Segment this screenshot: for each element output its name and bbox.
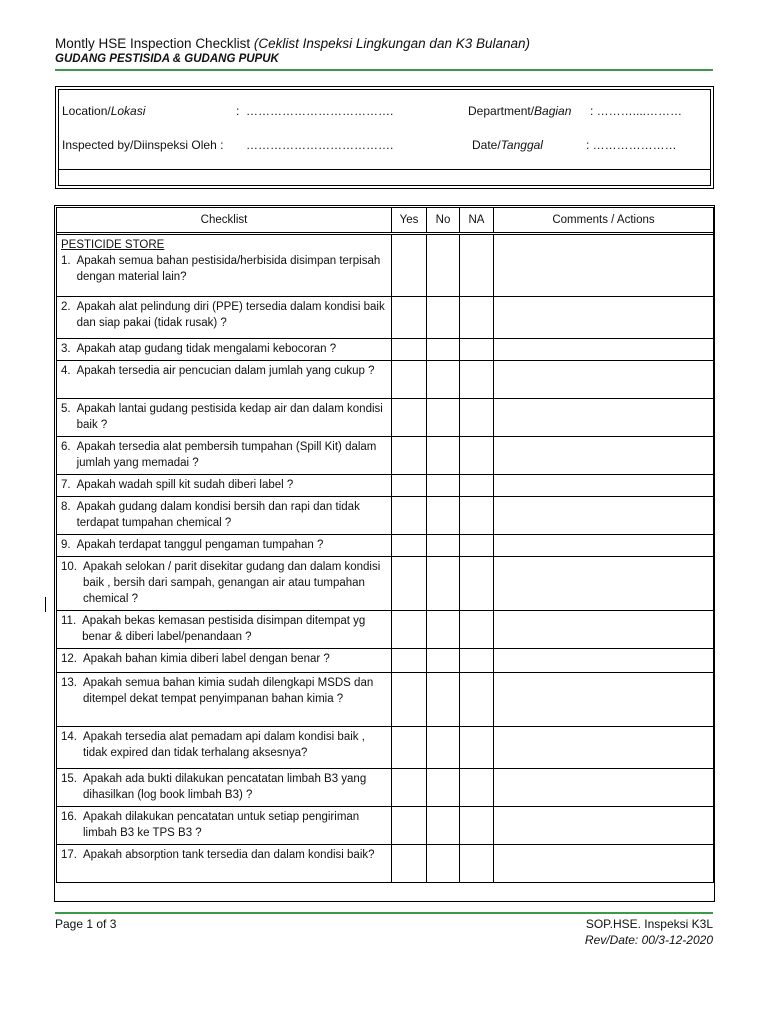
no-checkbox-cell[interactable] [427, 649, 460, 673]
question-text: Apakah absorption tank tersedia dan dalam kondisi baik? [83, 849, 375, 861]
table-row [57, 235, 714, 297]
comments-cell[interactable] [494, 235, 714, 297]
no-checkbox-cell[interactable] [427, 235, 460, 297]
location-label: Location/Lokasi [62, 104, 146, 118]
no-checkbox-cell[interactable] [427, 437, 460, 475]
table-row [57, 399, 714, 437]
table-row [57, 649, 714, 673]
na-checkbox-cell[interactable] [460, 673, 494, 727]
checklist-question [61, 613, 387, 645]
table-row [57, 557, 714, 611]
col-header-yes: Yes [392, 208, 427, 233]
col-header-checklist: Checklist [57, 208, 392, 233]
table-row [57, 673, 714, 727]
yes-checkbox-cell[interactable] [392, 673, 427, 727]
question-text: Apakah tersedia alat pembersih tumpahan (Spill Kit) dalam jumlah yang memadai ? [76, 441, 377, 469]
question-text: Apakah atap gudang tidak mengalami kebocoran ? [76, 343, 337, 355]
question-number: 17. [61, 849, 77, 861]
checklist-table [56, 207, 714, 883]
table-row [57, 297, 714, 339]
question-number: 14. [61, 731, 77, 743]
question-number: 5. [61, 403, 71, 415]
checklist-question-cell [57, 235, 392, 297]
checklist-question [61, 809, 387, 841]
checklist-question-cell [57, 361, 392, 399]
comments-cell[interactable] [494, 297, 714, 339]
table-row [57, 845, 714, 883]
table-row [57, 339, 714, 361]
comments-cell[interactable] [494, 769, 714, 807]
no-checkbox-cell[interactable] [427, 535, 460, 557]
yes-checkbox-cell[interactable] [392, 611, 427, 649]
revision-date: Rev/Date: 00/3-12-2020 [584, 933, 713, 947]
checklist-question-cell [57, 297, 392, 339]
document-title-main: Montly HSE Inspection Checklist [55, 36, 251, 51]
comments-cell[interactable] [494, 845, 714, 883]
no-checkbox-cell[interactable] [427, 557, 460, 611]
checklist-question [61, 299, 387, 331]
comments-cell[interactable] [494, 649, 714, 673]
question-number: 10. [61, 561, 77, 573]
checklist-question-cell [57, 807, 392, 845]
no-checkbox-cell[interactable] [427, 845, 460, 883]
na-checkbox-cell[interactable] [460, 535, 494, 557]
question-number: 11. [61, 615, 77, 627]
no-checkbox-cell[interactable] [427, 807, 460, 845]
department-field[interactable]: : ………....……… [590, 104, 683, 118]
table-row [57, 475, 714, 497]
checklist-question [61, 771, 387, 803]
col-header-no: No [427, 208, 460, 233]
yes-checkbox-cell[interactable] [392, 361, 427, 399]
yes-checkbox-cell[interactable] [392, 437, 427, 475]
question-text: Apakah tersedia air pencucian dalam jumlah yang cukup ? [76, 365, 375, 377]
page-number: Page 1 of 3 [55, 917, 117, 931]
checklist-question-cell [57, 673, 392, 727]
location-field[interactable]: : ………………………………. [236, 104, 394, 118]
col-header-na: NA [460, 208, 494, 233]
inspected-by-label: Inspected by/Diinspeksi Oleh : [62, 138, 224, 152]
yes-checkbox-cell[interactable] [392, 557, 427, 611]
checklist-question-cell [57, 475, 392, 497]
document-title-translation: (Ceklist Inspeksi Lingkungan dan K3 Bulanan) [253, 36, 531, 51]
checklist-question [61, 675, 387, 707]
date-field[interactable]: : ………………… [586, 138, 677, 152]
na-checkbox-cell[interactable] [460, 235, 494, 297]
question-number: 6. [61, 441, 71, 453]
checklist-question [61, 499, 387, 531]
table-row [57, 807, 714, 845]
na-checkbox-cell[interactable] [460, 649, 494, 673]
no-checkbox-cell[interactable] [427, 297, 460, 339]
no-checkbox-cell[interactable] [427, 769, 460, 807]
question-text: Apakah dilakukan pencatatan untuk setiap pengiriman limbah B3 ke TPS B3 ? [83, 811, 360, 839]
yes-checkbox-cell[interactable] [392, 497, 427, 535]
na-checkbox-cell[interactable] [460, 807, 494, 845]
na-checkbox-cell[interactable] [460, 769, 494, 807]
na-checkbox-cell[interactable] [460, 727, 494, 769]
no-checkbox-cell[interactable] [427, 361, 460, 399]
yes-checkbox-cell[interactable] [392, 727, 427, 769]
section-heading: PESTICIDE STORE [61, 239, 165, 251]
comments-cell[interactable] [494, 557, 714, 611]
header-rule [55, 69, 713, 71]
yes-checkbox-cell[interactable] [392, 235, 427, 297]
table-row [57, 769, 714, 807]
document-subtitle: GUDANG PESTISIDA & GUDANG PUPUK [55, 53, 279, 65]
table-header-row [57, 208, 714, 233]
checklist-question-cell [57, 611, 392, 649]
text-cursor [45, 597, 46, 612]
question-number: 3. [61, 343, 71, 355]
question-number: 1. [61, 255, 71, 267]
checklist-question-cell [57, 649, 392, 673]
question-number: 8. [61, 501, 71, 513]
document-title [55, 36, 530, 51]
comments-cell[interactable] [494, 399, 714, 437]
yes-checkbox-cell[interactable] [392, 535, 427, 557]
question-number: 16. [61, 811, 77, 823]
comments-cell[interactable] [494, 361, 714, 399]
comments-cell[interactable] [494, 339, 714, 361]
no-checkbox-cell[interactable] [427, 673, 460, 727]
info-box-divider [58, 169, 711, 170]
checklist-question [61, 253, 387, 285]
checklist-question-cell [57, 399, 392, 437]
checklist-question [61, 537, 387, 553]
checklist-question-cell [57, 339, 392, 361]
table-row [57, 611, 714, 649]
na-checkbox-cell[interactable] [460, 361, 494, 399]
yes-checkbox-cell[interactable] [392, 339, 427, 361]
question-text: Apakah terdapat tanggul pengaman tumpahan ? [76, 539, 324, 551]
checklist-question [61, 363, 387, 379]
checklist-question-cell [57, 727, 392, 769]
document-code: SOP.HSE. Inspeksi K3L [585, 917, 713, 931]
yes-checkbox-cell[interactable] [392, 297, 427, 339]
col-header-comments: Comments / Actions [494, 208, 714, 233]
question-text: Apakah bekas kemasan pestisida disimpan ditempat yg benar & diberi label/penandaan ? [82, 615, 366, 643]
checklist-question-cell [57, 535, 392, 557]
checklist-question [61, 341, 387, 357]
table-row [57, 727, 714, 769]
checklist-question [61, 477, 387, 493]
question-text: Apakah wadah spill kit sudah diberi label ? [76, 479, 294, 491]
comments-cell[interactable] [494, 611, 714, 649]
question-number: 7. [61, 479, 71, 491]
checklist-question-cell [57, 437, 392, 475]
question-text: Apakah selokan / parit disekitar gudang dan dalam kondisi baik , bersih dari sampah, genangan air atau tumpahan chemical ? [83, 561, 381, 605]
no-checkbox-cell[interactable] [427, 497, 460, 535]
na-checkbox-cell[interactable] [460, 497, 494, 535]
na-checkbox-cell[interactable] [460, 475, 494, 497]
question-text: Apakah alat pelindung diri (PPE) tersedia dalam kondisi baik dan siap pakai (tidak rusak) ? [76, 301, 385, 329]
yes-checkbox-cell[interactable] [392, 649, 427, 673]
table-row [57, 361, 714, 399]
no-checkbox-cell[interactable] [427, 611, 460, 649]
na-checkbox-cell[interactable] [460, 339, 494, 361]
comments-cell[interactable] [494, 437, 714, 475]
comments-cell[interactable] [494, 475, 714, 497]
question-number: 4. [61, 365, 71, 377]
na-checkbox-cell[interactable] [460, 557, 494, 611]
question-number: 9. [61, 539, 71, 551]
checklist-question [61, 847, 387, 863]
comments-cell[interactable] [494, 673, 714, 727]
checklist-question [61, 729, 387, 761]
table-row [57, 535, 714, 557]
question-number: 2. [61, 301, 71, 313]
checklist-question [61, 559, 387, 607]
checklist-question [61, 401, 387, 433]
comments-cell[interactable] [494, 535, 714, 557]
question-text: Apakah ada bukti dilakukan pencatatan limbah B3 yang dihasilkan (log book limbah B3) ? [83, 773, 367, 801]
na-checkbox-cell[interactable] [460, 845, 494, 883]
yes-checkbox-cell[interactable] [392, 807, 427, 845]
no-checkbox-cell[interactable] [427, 727, 460, 769]
question-text: Apakah lantai gudang pestisida kedap air dan dalam kondisi baik ? [76, 403, 383, 431]
question-text: Apakah semua bahan pestisida/herbisida disimpan terpisah dengan material lain? [76, 255, 381, 283]
no-checkbox-cell[interactable] [427, 399, 460, 437]
department-label: Department/Bagian [468, 104, 572, 118]
comments-cell[interactable] [494, 727, 714, 769]
yes-checkbox-cell[interactable] [392, 475, 427, 497]
na-checkbox-cell[interactable] [460, 297, 494, 339]
checklist-question [61, 439, 387, 471]
na-checkbox-cell[interactable] [460, 437, 494, 475]
na-checkbox-cell[interactable] [460, 611, 494, 649]
yes-checkbox-cell[interactable] [392, 769, 427, 807]
question-number: 12. [61, 653, 77, 665]
footer-rule [55, 912, 713, 914]
no-checkbox-cell[interactable] [427, 339, 460, 361]
checklist-question-cell [57, 845, 392, 883]
comments-cell[interactable] [494, 807, 714, 845]
checklist-question-cell [57, 497, 392, 535]
yes-checkbox-cell[interactable] [392, 399, 427, 437]
checklist-question-cell [57, 557, 392, 611]
question-number: 13. [61, 677, 77, 689]
question-text: Apakah tersedia alat pemadam api dalam kondisi baik , tidak expired dan tidak terhalang aksesnya? [83, 731, 365, 759]
checklist-question [61, 651, 387, 667]
date-label: Date/Tanggal [472, 138, 543, 152]
table-row [57, 437, 714, 475]
question-text: Apakah semua bahan kimia sudah dilengkapi MSDS dan ditempel dekat tempat penyimpanan bahan kimia ? [83, 677, 374, 705]
question-number: 15. [61, 773, 77, 785]
question-text: Apakah bahan kimia diberi label dengan benar ? [83, 653, 330, 665]
na-checkbox-cell[interactable] [460, 399, 494, 437]
checklist-question-cell [57, 769, 392, 807]
inspected-by-field[interactable]: ………………………………. [246, 138, 394, 152]
no-checkbox-cell[interactable] [427, 475, 460, 497]
yes-checkbox-cell[interactable] [392, 845, 427, 883]
question-text: Apakah gudang dalam kondisi bersih dan rapi dan tidak terdapat tumpahan chemical ? [76, 501, 360, 529]
comments-cell[interactable] [494, 497, 714, 535]
table-row [57, 497, 714, 535]
